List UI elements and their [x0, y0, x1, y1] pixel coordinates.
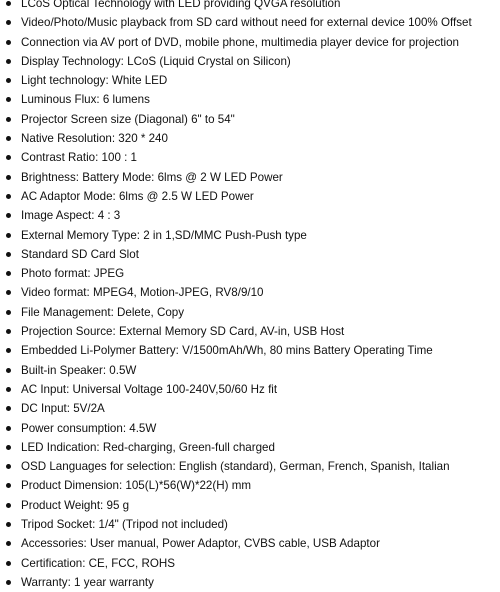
- bullet-icon: [6, 194, 11, 199]
- spec-item: [0, 515, 500, 534]
- spec-text: Light technology: White LED: [21, 74, 168, 88]
- bullet-icon: [6, 426, 11, 431]
- spec-text: Projection Source: External Memory SD Card, AV-in, USB Host: [21, 325, 345, 339]
- spec-item: [0, 187, 500, 206]
- spec-text: Warranty: 1 year warranty: [21, 575, 154, 589]
- spec-text: Built-in Speaker: 0.5W: [21, 363, 137, 377]
- spec-text: Native Resolution: 320 * 240: [21, 132, 168, 146]
- bullet-icon: [6, 136, 11, 141]
- bullet-icon: [6, 541, 11, 546]
- spec-text: Certification: CE, FCC, ROHS: [21, 556, 175, 570]
- spec-item: [0, 283, 500, 302]
- spec-item: [0, 129, 500, 148]
- spec-text: Accessories: User manual, Power Adaptor, CVBS cable, USB Adaptor: [21, 537, 380, 551]
- bullet-icon: [6, 580, 11, 585]
- spec-text: DC Input: 5V/2A: [21, 402, 105, 416]
- spec-text: Luminous Flux: 6 lumens: [21, 93, 150, 107]
- bullet-icon: [6, 561, 11, 566]
- spec-text: Image Aspect: 4 : 3: [21, 209, 121, 223]
- spec-text: Display Technology: LCoS (Liquid Crystal on Silicon): [21, 54, 291, 68]
- spec-item: [0, 52, 500, 71]
- spec-text: Video/Photo/Music playback from SD card without need for external device 100% Offset: [21, 16, 472, 30]
- spec-item: [0, 496, 500, 515]
- spec-item: [0, 71, 500, 90]
- spec-item: [0, 380, 500, 399]
- spec-text: Standard SD Card Slot: [21, 247, 139, 261]
- bullet-icon: [6, 445, 11, 450]
- spec-text: Tripod Socket: 1/4" (Tripod not included): [21, 518, 228, 532]
- spec-item: [0, 476, 500, 495]
- spec-text: Embedded Li-Polymer Battery: V/1500mAh/Wh, 80 mins Battery Operating Time: [21, 344, 433, 358]
- bullet-icon: [6, 1, 11, 6]
- spec-text: OSD Languages for selection: English (standard), German, French, Spanish, Italian: [21, 460, 450, 474]
- spec-text: Brightness: Battery Mode: 6lms @ 2 W LED Power: [21, 170, 283, 184]
- bullet-icon: [6, 348, 11, 353]
- bullet-icon: [6, 78, 11, 83]
- bullet-icon: [6, 483, 11, 488]
- spec-text: AC Input: Universal Voltage 100-240V,50/60 Hz fit: [21, 382, 278, 396]
- spec-item: [0, 438, 500, 457]
- spec-text: External Memory Type: 2 in 1,SD/MMC Push-Push type: [21, 228, 307, 242]
- spec-text: Contrast Ratio: 100 : 1: [21, 151, 137, 165]
- spec-item: [0, 303, 500, 322]
- spec-item: [0, 264, 500, 283]
- spec-item: [0, 168, 500, 187]
- bullet-icon: [6, 290, 11, 295]
- spec-item: [0, 534, 500, 553]
- spec-item: [0, 110, 500, 129]
- spec-text: Projector Screen size (Diagonal) 6" to 54": [21, 112, 235, 126]
- bullet-icon: [6, 213, 11, 218]
- spec-item: [0, 245, 500, 264]
- spec-text: Connection via AV port of DVD, mobile phone, multimedia player device for projection: [21, 35, 459, 49]
- spec-text: LED Indication: Red-charging, Green-full charged: [21, 440, 275, 454]
- bullet-icon: [6, 59, 11, 64]
- bullet-icon: [6, 155, 11, 160]
- bullet-icon: [6, 503, 11, 508]
- spec-text: Power consumption: 4.5W: [21, 421, 157, 435]
- bullet-icon: [6, 464, 11, 469]
- bullet-icon: [6, 368, 11, 373]
- bullet-icon: [6, 310, 11, 315]
- spec-item: [0, 206, 500, 225]
- bullet-icon: [6, 522, 11, 527]
- spec-item: [0, 341, 500, 360]
- spec-item: [0, 33, 500, 52]
- spec-item: [0, 399, 500, 418]
- spec-item: [0, 457, 500, 476]
- spec-item: [0, 90, 500, 109]
- spec-item: [0, 419, 500, 438]
- spec-item: [0, 148, 500, 167]
- bullet-icon: [6, 271, 11, 276]
- bullet-icon: [6, 40, 11, 45]
- bullet-icon: [6, 175, 11, 180]
- spec-item: [0, 554, 500, 573]
- bullet-icon: [6, 252, 11, 257]
- spec-item: [0, 361, 500, 380]
- bullet-icon: [6, 117, 11, 122]
- spec-text: Photo format: JPEG: [21, 267, 125, 281]
- spec-text: File Management: Delete, Copy: [21, 305, 185, 319]
- bullet-icon: [6, 233, 11, 238]
- spec-item: [0, 573, 500, 592]
- spec-text: Video format: MPEG4, Motion-JPEG, RV8/9/10: [21, 286, 264, 300]
- bullet-icon: [6, 97, 11, 102]
- spec-text: Product Weight: 95 g: [21, 498, 130, 512]
- spec-item: [0, 0, 500, 13]
- bullet-icon: [6, 329, 11, 334]
- bullet-icon: [6, 20, 11, 25]
- bullet-icon: [6, 387, 11, 392]
- spec-text: AC Adaptor Mode: 6lms @ 2.5 W LED Power: [21, 189, 254, 203]
- spec-item: [0, 322, 500, 341]
- spec-text: Product Dimension: 105(L)*56(W)*22(H) mm: [21, 479, 252, 493]
- bullet-icon: [6, 406, 11, 411]
- spec-item: [0, 13, 500, 32]
- spec-item: [0, 226, 500, 245]
- spec-text: LCoS Optical Technology with LED providing QVGA resolution: [21, 0, 341, 10]
